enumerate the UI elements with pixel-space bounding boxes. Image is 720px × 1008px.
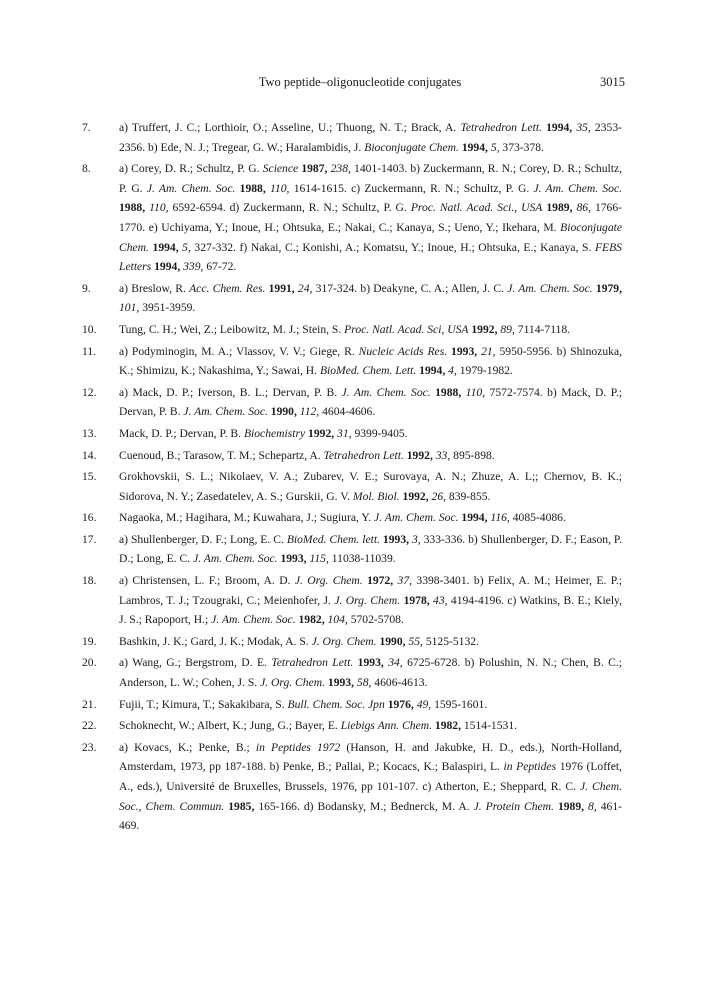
reference-number: 15. [82,470,97,484]
reference-number: 21. [82,697,97,711]
reference-item [82,383,622,422]
reference-number: 11. [82,344,97,358]
reference-item [82,342,622,381]
reference-number: 17. [82,532,97,546]
reference-text: Tung, C. H.; Wei, Z.; Leibowitz, M. J.; Stein, S. Proc. Natl. Acad. Sci, USA 1992, 89, 7114-7118. [119,322,571,336]
reference-number: 12. [82,385,97,399]
reference-number: 8. [82,162,91,176]
reference-text: Cuenoud, B.; Tarasow, T. M.; Schepartz, A. Tetrahedron Lett. 1992, 33, 895-898. [119,448,495,462]
reference-number: 9. [82,281,91,295]
reference-number: 14. [82,448,97,462]
reference-text: a) Corey, D. R.; Schultz, P. G. Science 1987, 238, 1401-1403. b) Zuckermann, R. N.; Corey, D. R.; Schultz, P. G. J. Am. Chem. Soc. 1988, 110, 1614-1615. c) Zuckermann, R. N.; Schultz, P. G. J. Am. Chem. Soc. 1988, 110, 6592-6594. d) Zuckermann, R. N.; Schultz, P. G. Proc. Natl. Acad. Sci., USA 1989, 86, 1766-1770. e) Uchiyama, Y.; Inoue, H.; Ohtsuka, E.; Nakai, C.; Kanaya, S.; Ueno, Y.; Ikehara, M. Bioconjugate Chem. 1994, 5, 327-332. f) Nakai, C.; Konishi, A.; Komatsu, Y.; Inoue, H.; Ohtsuka, E.; Kanaya, S. FEBS Letters 1994, 339, 67-72. [119,162,623,274]
reference-item [82,695,622,715]
reference-text: a) Truffert, J. C.; Lorthioir, O.; Asseline, U.; Thuong, N. T.; Brack, A. Tetrahedron Lett. 1994, 35, 2353-2356. b) Ede, N. J.; Tregear, G. W.; Haralambidis, J. Bioconjugate Chem. 1994, 5, 373-378. [119,121,622,154]
reference-text: a) Wang, G.; Bergstrom, D. E. Tetrahedron Lett. 1993, 34, 6725-6728. b) Polushin, N. N.; Chen, B. C.; Anderson, L. W.; Cohen, J. S. J. Org. Chem. 1993, 58, 4606-4613. [119,656,623,690]
reference-number: 18. [82,574,97,588]
reference-item [82,530,622,569]
reference-item [82,446,622,466]
reference-text: a) Mack, D. P.; Iverson, B. L.; Dervan, P. B. J. Am. Chem. Soc. 1988, 110, 7572-7574. b) Mack, D. P.; Dervan, P. B. J. Am. Chem. Soc. 1990, 112, 4604-4606. [119,385,622,419]
reference-text: Grokhovskii, S. L.; Nikolaev, V. A.; Zubarev, V. E.; Surovaya, A. N.; Zhuze, A. L;; Chernov, B. K.; Sidorova, N. Y.; Zasedatelev, A. S.; Gurskii, G. V. Mol. Biol. 1992, 26, 839-855. [119,470,622,503]
reference-number: 20. [82,656,97,670]
reference-item [82,738,622,836]
running-header [0,75,720,91]
reference-item [82,320,622,340]
reference-number: 13. [82,426,97,440]
reference-item [82,716,622,736]
reference-text: Mack, D. P.; Dervan, P. B. Biochemistry 1992, 31, 9399-9405. [119,426,408,440]
reference-item [82,424,622,444]
reference-number: 16. [82,511,97,525]
reference-list [82,118,622,838]
reference-item [82,159,622,277]
reference-text: a) Podyminogin, M. A.; Vlassov, V. V.; Giege, R. Nucleic Acids Res. 1993, 21, 5950-5956. b) Shinozuka, K.; Shimizu, K.; Nakashima, Y.; Sawai, H. BioMed. Chem. Lett. 1994, 4, 1979-1982. [119,344,622,378]
reference-text: Fujii, T.; Kimura, T.; Sakakibara, S. Bull. Chem. Soc. Jpn 1976, 49, 1595-1601. [119,697,488,711]
reference-number: 23. [82,740,97,754]
reference-number: 19. [82,634,97,648]
reference-number: 7. [82,121,91,134]
reference-item [82,632,622,652]
reference-text: a) Kovacs, K.; Penke, B.; in Peptides 1972 (Hanson, H. and Jakubke, H. D., eds.), North-Holland, Amsterdam, 1973, pp 187-188. b) Penke, B.; Pallai, P.; Kocacs, K.; Balaspiri, L. in Peptides 1976 (Loffet, A., eds.), Université de Bruxelles, Brussels, 1976, pp 101-107. c) Atherton, E.; Sheppard, R. C. J. Chem. Soc., Chem. Commun. 1985, 165-166. d) Bodansky, M.; Bednerck, M. A. J. Protein Chem. 1989, 8, 461-469. [119,740,622,833]
reference-item [82,571,622,630]
reference-text: Bashkin, J. K.; Gard, J. K.; Modak, A. S. J. Org. Chem. 1990, 55, 5125-5132. [119,634,479,648]
running-title: Two peptide–oligonucleotide conjugates [258,75,462,89]
reference-text: a) Breslow, R. Acc. Chem. Res. 1991, 24, 317-324. b) Deakyne, C. A.; Allen, J. C. J. Am. Chem. Soc. 1979, 101, 3951-3959. [119,281,622,315]
reference-item [82,118,622,157]
page-number: 3015 [600,75,625,89]
reference-item [82,467,622,506]
reference-number: 10. [82,322,97,336]
reference-text: Nagaoka, M.; Hagihara, M.; Kuwahara, J.; Sugiura, Y. J. Am. Chem. Soc. 1994, 116, 4085-4086. [119,511,566,525]
reference-text: a) Shullenberger, D. F.; Long, E. C. BioMed. Chem. lett. 1993, 3, 333-336. b) Shullenberger, D. F.; Eason, P. D.; Long, E. C. J. Am. Chem. Soc. 1993, 115, 11038-11039. [119,532,622,566]
reference-text: a) Christensen, L. F.; Broom, A. D. J. Org. Chem. 1972, 37, 3398-3401. b) Felix, A. M.; Heimer, E. P.; Lambros, T. J.; Tzougraki, C.; Meienhofer, J. J. Org. Chem. 1978, 43, 4194-4196. c) Watkins, B. E.; Kiely, J. S.; Rapoport, H.; J. Am. Chem. Soc. 1982, 104, 5702-5708. [119,574,623,627]
reference-item [82,508,622,528]
reference-text: Schoknecht, W.; Albert, K.; Jung, G.; Bayer, E. Liebigs Ann. Chem. 1982, 1514-1531. [119,719,518,733]
reference-item [82,653,622,692]
reference-item [82,279,622,318]
reference-number: 22. [82,719,97,733]
